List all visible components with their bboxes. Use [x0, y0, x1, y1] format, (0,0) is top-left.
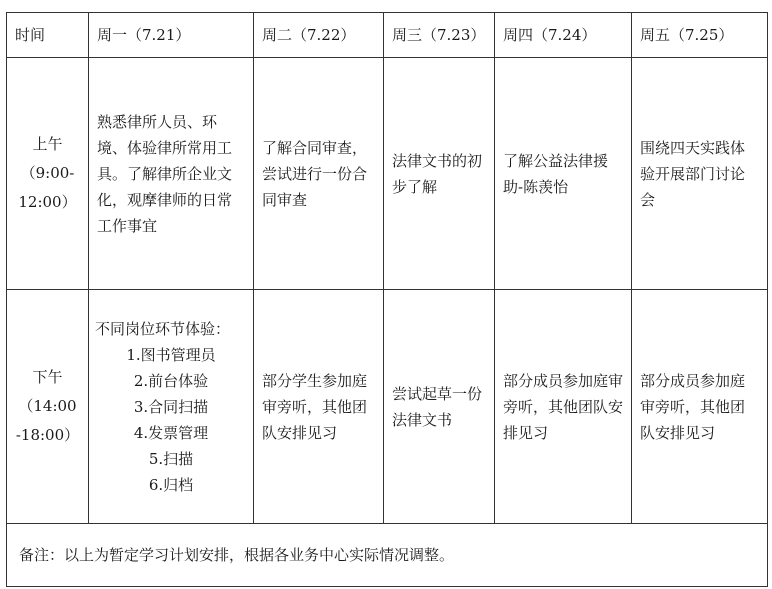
header-monday: 周一（7.21）: [89, 13, 254, 58]
afternoon-thursday-text: 部分成员参加庭审旁听，其他团队安排见习: [503, 371, 624, 442]
afternoon-friday-text: 部分成员参加庭审旁听，其他团队安排见习: [640, 371, 746, 442]
morning-time-end: 12:00）: [18, 193, 77, 211]
afternoon-monday: [89, 290, 254, 524]
morning-tuesday: [254, 58, 384, 290]
afternoon-monday-title: 不同岗位环节体验：: [95, 319, 231, 338]
afternoon-tuesday: [254, 290, 384, 524]
header-tuesday: 周二（7.22）: [254, 13, 384, 58]
header-row: [7, 13, 768, 58]
header-thursday: 周四（7.24）: [495, 13, 632, 58]
morning-thursday-text: 了解公益法律援助-陈羡怡: [503, 151, 609, 196]
morning-friday: [632, 58, 768, 290]
morning-time-cell: [7, 58, 89, 290]
list-item: 5.扫描: [148, 449, 194, 468]
list-item: 2.前台体验: [133, 371, 209, 390]
afternoon-wednesday: [384, 290, 495, 524]
morning-thursday: [495, 58, 632, 290]
header-wednesday: 周三（7.23）: [384, 13, 495, 58]
list-item: 3.合同扫描: [133, 397, 209, 416]
afternoon-time-end: -18:00）: [15, 426, 80, 444]
afternoon-friday: [632, 290, 768, 524]
morning-monday-text: 熟悉律所人员、环境、体验律所常用工具。了解律所企业文化，观摩律师的日常工作事宜: [97, 112, 233, 235]
morning-friday-text: 围绕四天实践体验开展部门讨论会: [640, 138, 746, 209]
list-item: 1.图书管理员: [126, 345, 216, 364]
afternoon-time-start: （14:00: [18, 397, 77, 415]
afternoon-row: [7, 290, 768, 524]
afternoon-label: 下午: [32, 368, 63, 386]
header-time: 时间: [7, 13, 89, 58]
morning-wednesday-text: 法律文书的初步了解: [392, 151, 483, 196]
morning-time-start: （9:00-: [20, 164, 75, 182]
list-item: 6.归档: [148, 475, 194, 494]
header-friday: 周五（7.25）: [632, 13, 768, 58]
morning-row: [7, 58, 768, 290]
morning-tuesday-text: 了解合同审查，尝试进行一份合同审查: [262, 138, 368, 209]
morning-wednesday: [384, 58, 495, 290]
schedule-table: [6, 12, 768, 587]
note-row: [7, 524, 768, 587]
afternoon-thursday: [495, 290, 632, 524]
afternoon-tuesday-text: 部分学生参加庭审旁听，其他团队安排见习: [262, 371, 368, 442]
afternoon-time-cell: [7, 290, 89, 524]
morning-monday: [89, 58, 254, 290]
morning-label: 上午: [32, 135, 63, 153]
afternoon-wednesday-text: 尝试起草一份法律文书: [392, 384, 483, 429]
note-cell: 备注：以上为暂定学习计划安排，根据各业务中心实际情况调整。: [7, 524, 768, 587]
list-item: 4.发票管理: [133, 423, 209, 442]
